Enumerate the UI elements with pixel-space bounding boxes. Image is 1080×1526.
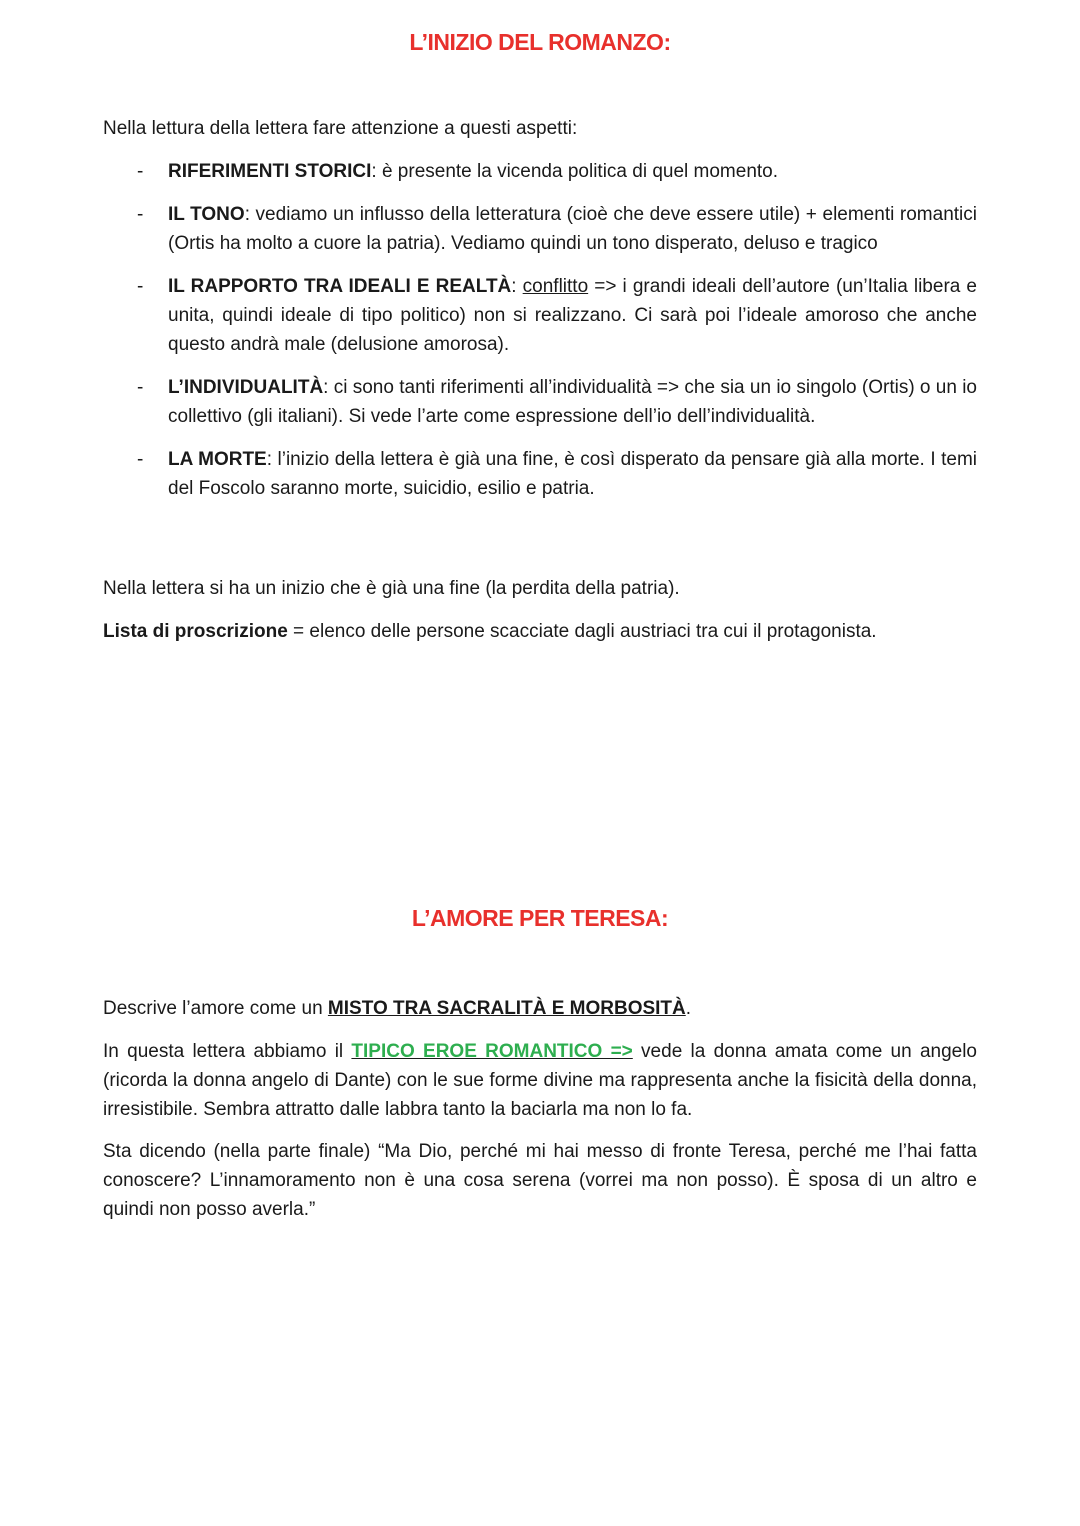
item-text: : è presente la vicenda politica di quel momento. xyxy=(371,161,779,182)
term-label: Lista di proscrizione xyxy=(103,621,288,642)
item-text: : l’inizio della lettera è già una fine, è così disperato da pensare già alla morte. I temi del Foscolo saranno morte, suicidio, esilio e patria. xyxy=(168,449,978,499)
item-separator: : xyxy=(511,276,523,297)
intro-paragraph: Nella lettura della lettera fare attenzione a questi aspetti: xyxy=(103,118,578,139)
bullet-dash: - xyxy=(137,377,144,398)
section-title-inizio-romanzo: L’INIZIO DEL ROMANZO: xyxy=(409,29,671,55)
list-item xyxy=(103,157,977,186)
section-title-amore-teresa: L’AMORE PER TERESA: xyxy=(411,905,669,931)
paragraph-descrive-amore xyxy=(103,994,977,1023)
text-pre: Descrive l’amore come un xyxy=(103,998,328,1019)
list-item xyxy=(103,200,977,258)
aspects-list xyxy=(103,157,977,517)
bullet-dash: - xyxy=(137,276,144,297)
item-label: RIFERIMENTI STORICI xyxy=(168,161,372,182)
paragraph-perdita-patria: Nella lettera si ha un inizio che è già una fine (la perdita della patria). xyxy=(103,578,680,599)
underlined-term: conflitto xyxy=(522,276,589,297)
item-text: : ci sono tanti riferimenti all’individualità => che sia un io singolo (Ortis) o un io collettivo (gli italiani). Si vede l’arte come espressione dell’io dell’individualità. xyxy=(168,377,977,427)
list-item xyxy=(103,272,977,359)
bullet-dash: - xyxy=(137,161,144,182)
bullet-dash: - xyxy=(137,449,144,470)
list-item xyxy=(103,445,977,503)
paragraph-citazione-finale: Sta dicendo (nella parte finale) “Ma Dio, perché mi hai messo di fronte Teresa, perché me l’hai fatta conoscere? L’innamoramento non è una cosa serena (vorrei ma non posso). È sposa di un altro e quindi non posso averla.” xyxy=(103,1141,977,1220)
item-text: : vediamo un influsso della letteratura (cioè che deve essere utile) + elementi romantici (Ortis ha molto a cuore la patria). Vediamo quindi un tono disperato, deluso e tragico xyxy=(168,204,977,254)
text-post: vede la donna amata come un angelo (ricorda la donna angelo di Dante) con le sue forme divine ma rappresenta anche la fisicità della donna, irresistibile. Sembra attratto dalle labbra tanto la baciarla ma non lo fa. xyxy=(103,1041,977,1120)
highlight-eroe-romantico: TIPICO EROE ROMANTICO => xyxy=(351,1041,633,1062)
term-definition: = elenco delle persone scacciate dagli austriaci tra cui il protagonista. xyxy=(287,621,877,642)
paragraph-lista-proscrizione xyxy=(103,617,977,646)
text-post: . xyxy=(685,998,692,1019)
item-label: L’INDIVIDUALITÀ xyxy=(168,377,324,398)
text-pre: In questa lettera abbiamo il xyxy=(103,1041,352,1062)
bullet-dash: - xyxy=(137,204,144,225)
item-label: IL RAPPORTO TRA IDEALI E REALTÀ xyxy=(168,276,512,297)
item-label: LA MORTE xyxy=(168,449,267,470)
emphasis-misto: MISTO TRA SACRALITÀ E MORBOSITÀ xyxy=(327,998,686,1019)
list-item xyxy=(103,373,977,431)
item-label: IL TONO xyxy=(168,204,245,225)
item-text: => i grandi ideali dell’autore (un’Italia libera e unita, quindi ideale di tipo politico) non si realizzano. Ci sarà poi l’ideale amoroso che anche questo andrà male (delusione amorosa). xyxy=(168,276,977,355)
paragraph-eroe-romantico xyxy=(103,1037,977,1124)
